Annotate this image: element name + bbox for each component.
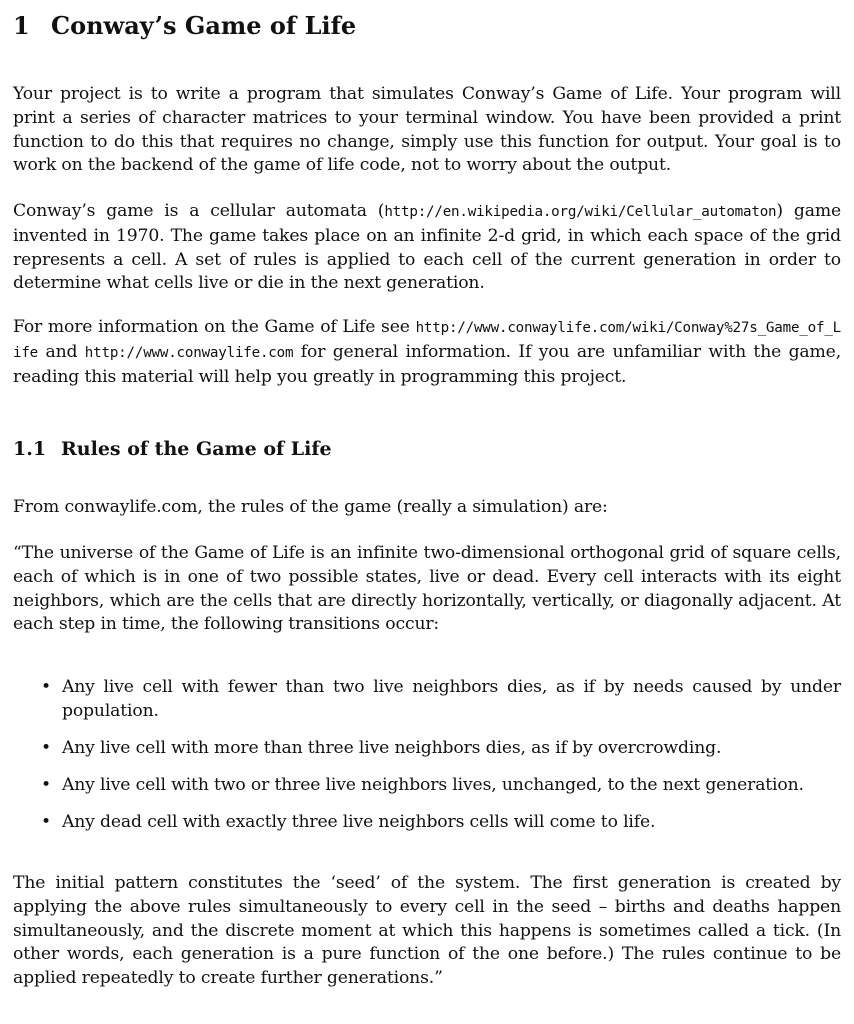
automata-text-start: Conway’s game is a cellular automata ( — [13, 201, 385, 221]
bullet-icon: • — [41, 677, 51, 697]
rules-intro-paragraph: From conwaylife.com, the rules of the game (really a simulation) are: — [13, 497, 608, 517]
rule-text: Any live cell with two or three live neighbors lives, unchanged, to the next generation. — [62, 775, 804, 796]
bullet-icon: • — [41, 775, 51, 796]
wikipedia-url-link[interactable]: http://en.wikipedia.org/wiki/Cellular_automaton — [384, 204, 777, 220]
rule-item-under-population — [13, 676, 841, 724]
conwaylife-url-link[interactable]: http://www.conwaylife.com — [84, 344, 294, 361]
section-heading — [13, 10, 356, 42]
quote-start-paragraph: “The universe of the Game of Life is an infinite two-dimensional orthogonal grid of square cells, each of which is in one of two possible states, live or dead. Every cell interacts with its eight neighbors, which are the cells that are directly horizontally, vertically, or diagonally adjacent. At each step in time, the following transitions occur: — [13, 543, 841, 635]
subsection-heading — [13, 436, 332, 462]
automata-paragraph — [13, 200, 841, 296]
subsection-number: 1.1 — [13, 438, 47, 460]
more-info-text-mid: and — [38, 341, 85, 362]
rule-text: Any live cell with more than three live neighbors dies, as if by overcrowding. — [62, 737, 722, 758]
automata-text-end: ) game invented in 1970. The game takes place on an infinite 2-d grid, in which each space of the grid represents a cell. A set of rules is applied to each cell of the current generation in order to determine what cells live or die in the next generation. — [13, 201, 841, 294]
bullet-icon: • — [41, 812, 51, 833]
rule-text: Any live cell with fewer than two live neighbors dies, as if by needs caused by under population. — [62, 677, 841, 721]
subsection-title: Rules of the Game of Life — [61, 438, 332, 460]
conwaylife-wiki-url-link[interactable]: http://www.conwaylife.com/wiki/Conway%27s_Game_of_Life — [13, 320, 841, 361]
rule-item-birth — [13, 811, 841, 835]
intro-paragraph: Your project is to write a program that simulates Conway’s Game of Life. Your program will print a series of character matrices to your terminal window. You have been provided a print function to do this that requires no change, simply use this function for output. Your goal is to work on the backend of the game of life code, not to worry about the output. — [13, 84, 841, 176]
bullet-icon: • — [41, 737, 51, 758]
section-number: 1 — [13, 11, 30, 40]
rule-item-overcrowding — [13, 737, 841, 761]
more-info-text-start: For more information on the Game of Life see — [13, 317, 416, 337]
rule-text: Any dead cell with exactly three live neighbors cells will come to life. — [62, 812, 656, 833]
more-info-text-end: for general information. If you are unfamiliar with the game, reading this material will help you greatly in programming this project. — [13, 341, 842, 387]
rules-list — [13, 676, 841, 849]
quote-end-paragraph: The initial pattern constitutes the ‘seed’ of the system. The first generation is created by applying the above rules simultaneously to every cell in the seed – births and deaths happen simultaneously, and the discrete moment at which this happens is sometimes called a tick. (In other words, each generation is a pure function of the one before.) The rules continue to be applied repeatedly to create further generations.” — [13, 873, 841, 989]
section-title: Conway’s Game of Life — [51, 11, 357, 40]
more-info-paragraph — [13, 316, 841, 389]
rule-item-survival — [13, 774, 841, 798]
